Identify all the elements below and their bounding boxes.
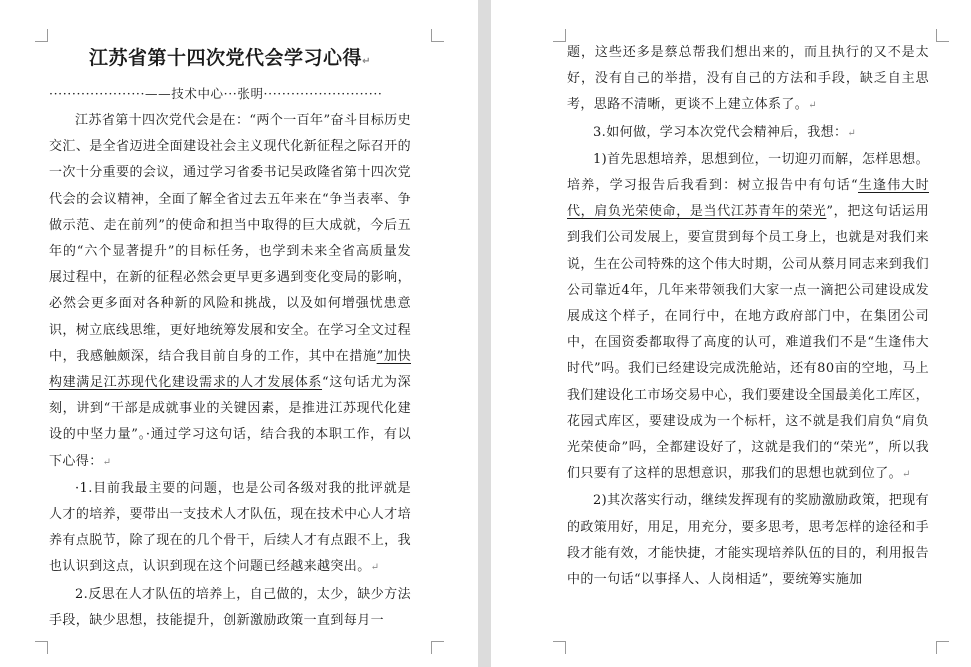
page-corner-mark-bottom-left xyxy=(553,641,566,654)
paragraph-continuation-text: 题，这些还多是蔡总帮我们想出来的，而且执行的又不是太好，没有自己的举措，没有自己的方法和手段，缺乏自主思考，思路不清晰，更谈不上建立体系了。 xyxy=(567,45,929,113)
page-corner-mark-top-left xyxy=(35,29,48,42)
paragraph-mark: ↵ xyxy=(362,56,371,67)
paragraph-point-1 xyxy=(49,476,411,582)
paragraph-mark: ↵ xyxy=(102,456,112,468)
page-left-content[interactable] xyxy=(49,44,411,634)
paragraph-subpoint-1-text: 1)首先思想培养，思想到位，一切迎刃而解，怎样思想。培养，学习报告后我看到：树立报告中有句话“ xyxy=(567,151,929,194)
underlined-quote-era: 生逢伟大时代，肩负光荣使命，是当代江苏青年的荣光 xyxy=(567,178,929,220)
paragraph-mark: ↵ xyxy=(808,100,817,112)
paragraph-subpoint-2-text: 2)其次落实行动，继续发挥现有的奖励激励政策，把现有的政策用好，用足，用充分，要多思考，思考怎样的途径和手段才能有效，才能快捷，才能实现培养队伍的目的，利用报告中的一句话“以事择人、人岗相适”，要统筹实施加 xyxy=(567,493,929,588)
paragraph-mark: ↵ xyxy=(902,469,911,481)
page-corner-mark-top-right xyxy=(936,29,949,42)
paragraph-intro-text-end: “这句话尤为深刻，讲到“干部是成就事业的关键因素，是推进江苏现代化建设的中坚力量”。·通过学习这句话，结合我的本职工作，有以下心得： xyxy=(49,375,411,469)
paragraph-subpoint-1 xyxy=(567,147,929,489)
author-byline: ·····················——技术中心···张明·························· xyxy=(49,86,383,101)
page-gutter xyxy=(478,0,491,667)
page-corner-mark-bottom-left xyxy=(35,641,48,654)
paragraph-point-2-text: 2.反思在人才队伍的培养上，自己做的，太少，缺少方法手段，缺少思想，技能提升，创新激励政策一直到每月一 xyxy=(49,586,411,628)
document-page-left xyxy=(0,0,478,667)
page-corner-mark-top-right xyxy=(431,29,444,42)
paragraph-continuation xyxy=(567,40,929,120)
page-corner-mark-bottom-right xyxy=(936,641,949,654)
paragraph-mark: ↵ xyxy=(370,562,380,574)
paragraph-point-3 xyxy=(567,120,929,147)
paragraph-mark: ↵ xyxy=(847,127,857,139)
document-page-right xyxy=(491,0,971,667)
underlined-quote-talent: ”加快构建满足江苏现代化建设需求的人才发展体系 xyxy=(49,348,411,391)
document-title xyxy=(49,44,411,76)
page-right-content[interactable] xyxy=(567,40,929,593)
paragraph-point-2 xyxy=(49,582,411,634)
document-title-text: 江苏省第十四次党代会学习心得 xyxy=(89,47,363,69)
paragraph-point-1-text: ·1.目前我最主要的问题，也是公司各级对我的批评就是人才的培养，要带出一支技术人才队伍，现在技术中心人才培养有点脱节，除了现在的几个骨干，后续人才有点跟不上，我也认识到这点，认识到现在这个问题已经越来越突出。 xyxy=(49,480,411,575)
page-corner-mark-bottom-right xyxy=(431,641,444,654)
paragraph-point-3-text: 3.如何做，学习本次党代会精神后，我想： xyxy=(593,124,848,140)
paragraph-subpoint-1-text-end: ”，把这句话运用到我们公司发展上，要宣贯到每个员工身上，也就是对我们来说，生在公司特殊的这个伟大时期，公司从蔡月同志来到我们公司靠近4年，几年来带领我们大家一点一滴把公司建设成发展成这个样子，在同行中，在地方政府部门中，在集团公司中，在国资委都取得了高度的认可，难道我们不是“生逢伟大时代”吗。我们已经建设完成洗舱站，还有80亩的空地，马上我们建设化工市场交易中心，我们要建设全国最美化工库区，花园式库区，要建设成为一个标杆，这不就是我们肩负“肩负光荣使命”吗，全都建设好了，这就是我们的“荣光”，所以我们只要有了这样的思想意识，那我们的思想也就到位了。 xyxy=(567,204,929,482)
paragraph-intro-text: 江苏省第十四次党代会是在：“两个一百年”奋斗目标历史交汇、是全省迈进全面建设社会主义现代化新征程之际召开的一次十分重要的会议，通过学习省委书记吴政隆省第十四次党代会的会议精神，全面了解全省过去五年来在“争当表率、争做示范、走在前列”的使命和担当中取得的巨大成就，今后五年的“六个显著提升”的目标任务，也学到未来全省高质量发展过程中，在新的征程必然会更早更多遇到变化变局的影响，必然会更多面对各种新的风险和挑战，以及如何增强忧患意识，树立底线思维，更好地统筹发展和安全。在学习全文过程中，我感触颇深，结合我目前自身的工作，其中在措施 xyxy=(49,113,411,364)
page-corner-mark-top-left xyxy=(553,29,566,42)
paragraph-intro xyxy=(49,108,411,476)
paragraph-subpoint-2 xyxy=(567,488,929,593)
